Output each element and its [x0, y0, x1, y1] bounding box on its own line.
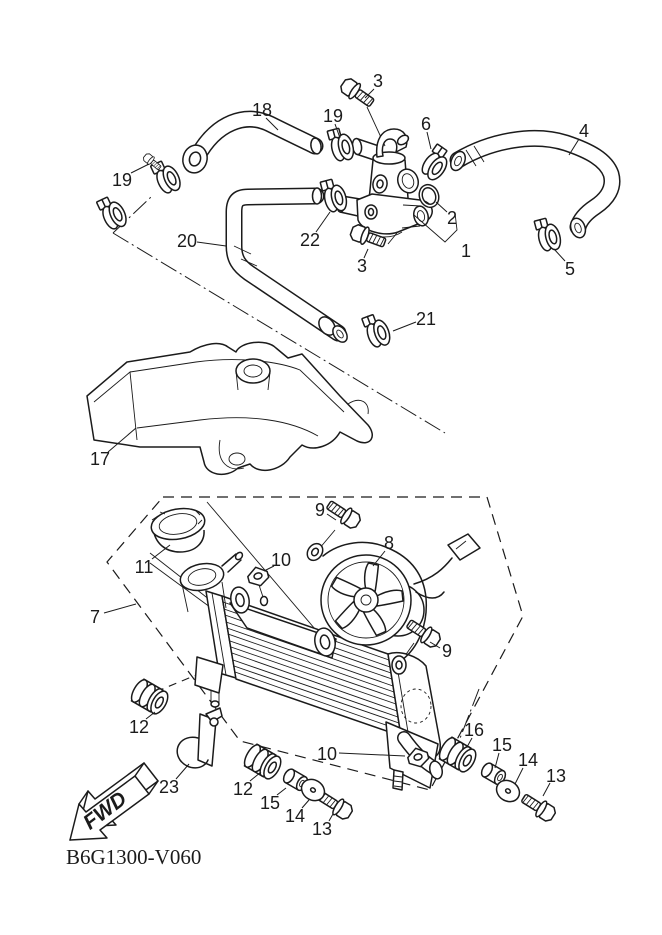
callout-22-10: 22	[299, 230, 321, 250]
callout-6-2: 6	[420, 114, 432, 134]
callout-3-11: 3	[356, 256, 368, 276]
bracket-hole	[261, 597, 268, 606]
clamp-22	[320, 177, 349, 214]
callout-12-22: 12	[232, 779, 254, 799]
callout-leader-11-14	[152, 545, 170, 559]
callout-2-6: 2	[446, 208, 458, 228]
fwd-label: FWD	[79, 787, 132, 835]
callout-1-7: 1	[460, 241, 472, 261]
callout-15-28: 15	[491, 735, 513, 755]
callout-leader-9-17	[327, 514, 336, 520]
callout-5-8: 5	[564, 259, 576, 279]
callout-16-27: 16	[463, 720, 485, 740]
clamp-19-right	[327, 126, 356, 163]
hose-4	[448, 138, 612, 239]
callout-leader-7-15	[104, 604, 136, 613]
callout-leader-6-2	[427, 132, 431, 149]
callout-9-17: 9	[314, 500, 326, 520]
callout-leader-19-5	[131, 164, 149, 173]
clamp-19-left-b	[96, 193, 129, 232]
callout-leader-22-10	[316, 212, 330, 232]
callout-19-1: 19	[322, 106, 344, 126]
callout-leader-14-29	[515, 768, 523, 784]
callout-19-5: 19	[111, 170, 133, 190]
fan-wire	[414, 558, 452, 584]
callout-18-4: 18	[251, 100, 273, 120]
bolt-3-top	[338, 76, 377, 111]
fan-connector	[448, 534, 480, 560]
callout-leader-20-9	[197, 242, 226, 246]
grommet-16	[436, 735, 479, 774]
callout-leader-15-28	[495, 753, 499, 768]
callout-14-24: 14	[284, 806, 306, 826]
radiator	[149, 505, 444, 790]
clamp-6	[418, 144, 454, 183]
callout-11-14: 11	[134, 557, 154, 577]
callout-4-3: 4	[578, 121, 590, 141]
hose-18	[180, 119, 323, 175]
callout-leader-2-6	[436, 202, 447, 212]
radiator-guard	[87, 342, 372, 474]
fwd-arrow	[70, 763, 158, 840]
callout-10-16: 10	[270, 550, 292, 570]
bolt-13-right	[519, 790, 558, 824]
clip-nut-10-top	[246, 565, 270, 589]
callout-leader-5-8	[554, 249, 565, 261]
stay-23	[177, 708, 222, 768]
callout-7-15: 7	[89, 607, 101, 627]
callout-9-19: 9	[441, 641, 453, 661]
grommet-12-lower	[241, 742, 284, 781]
drawing-code: B6G1300-V060	[66, 845, 202, 869]
callout-13-30: 13	[545, 766, 567, 786]
grommet-12-upper	[128, 677, 171, 716]
callout-15-23: 15	[259, 793, 281, 813]
callout-10-26: 10	[316, 744, 338, 764]
callout-14-29: 14	[517, 750, 539, 770]
callout-20-9: 20	[176, 231, 198, 251]
callout-23-21: 23	[158, 777, 180, 797]
clamp-5	[534, 216, 563, 253]
callout-17-13: 17	[89, 449, 111, 469]
callout-12-20: 12	[128, 717, 150, 737]
callout-21-12: 21	[415, 309, 437, 329]
callout-13-25: 13	[311, 819, 333, 839]
callout-8-18: 8	[383, 533, 395, 553]
clamp-21	[362, 311, 393, 349]
callout-leader-21-12	[393, 322, 416, 331]
callout-3-0: 3	[372, 71, 384, 91]
bolt-9-top	[324, 497, 363, 531]
radiator-cap	[149, 505, 207, 552]
